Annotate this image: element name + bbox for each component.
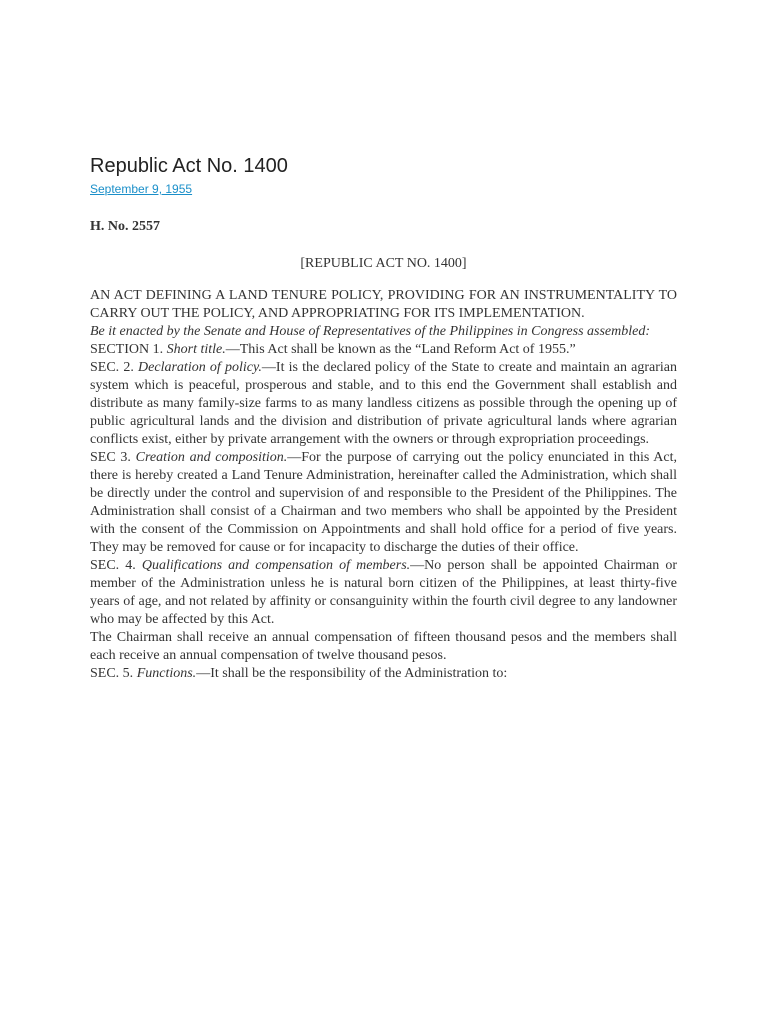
republic-act-heading: [REPUBLIC ACT NO. 1400]: [300, 256, 467, 271]
compensation-paragraph: The Chairman shall receive an annual compensation of fifteen thousand pesos and the members shall each receive an annual compensation of twelve thousand pesos.: [90, 630, 677, 663]
page-title: Republic Act No. 1400: [90, 155, 288, 177]
section-4: [90, 557, 677, 629]
section-heading: Short title.: [166, 342, 226, 357]
enacting-clause: Be it enacted by the Senate and House of Representatives of the Philippines in Congress assembled:: [90, 324, 651, 339]
date-link[interactable]: September 9, 1955: [90, 182, 193, 196]
section-2: [90, 359, 677, 449]
section-label: SEC. 5.: [90, 666, 137, 681]
section-label: SEC 3.: [90, 450, 136, 465]
document-page: [90, 152, 677, 683]
section-text: —For the purpose of carrying out the policy enunciated in this Act, there is hereby created a Land Tenure Administration, hereinafter called the Administration, which shall be directly under the control and supervision of and responsible to the President of the Philippines. The Administration shall consist of a Chairman and two members who shall be appointed by the President with the consent of the Commission on Appointments and shall hold office for a period of five years. They may be removed for cause or for incapacity to discharge the duties of their office.: [90, 450, 677, 555]
section-text: —It is the declared policy of the State to create and maintain an agrarian system which is peaceful, prosperous and stable, and to this end the Government shall establish and distribute as many family-size farms to as many landless citizens as possible through the opening up of public agricultural lands and the division and distribution of private agricultural lands where agrarian conflicts exist, either by private arrangement with the owners or through expropriation proceedings.: [90, 360, 678, 447]
section-label: SECTION 1.: [90, 342, 167, 357]
section-text: —It shall be the responsibility of the Administration to:: [196, 666, 508, 681]
section-heading: Functions.: [136, 666, 197, 681]
act-title: AN ACT DEFINING A LAND TENURE POLICY, PROVIDING FOR AN INSTRUMENTALITY TO CARRY OUT THE POLICY, AND APPROPRIATING FOR ITS IMPLEMENTATION.: [90, 288, 677, 321]
section-heading: Qualifications and compensation of members.: [141, 558, 411, 573]
section-5: [90, 665, 677, 683]
section-3: [90, 449, 677, 557]
section-label: SEC. 4.: [90, 558, 142, 573]
section-1: [90, 341, 677, 359]
section-label: SEC. 2.: [90, 360, 139, 375]
section-text: —No person shall be appointed Chairman or member of the Administration unless he is natural born citizen of the Philippines, at least thirty-five years of age, and not related by affinity or consanguinity within the fourth civil degree to any landowner who may be affected by this Act.: [90, 558, 678, 627]
section-heading: Creation and composition.: [135, 450, 288, 465]
house-number: H. No. 2557: [90, 219, 160, 234]
section-heading: Declaration of policy.: [138, 360, 262, 375]
section-text: —This Act shall be known as the “Land Reform Act of 1955.”: [225, 342, 576, 357]
